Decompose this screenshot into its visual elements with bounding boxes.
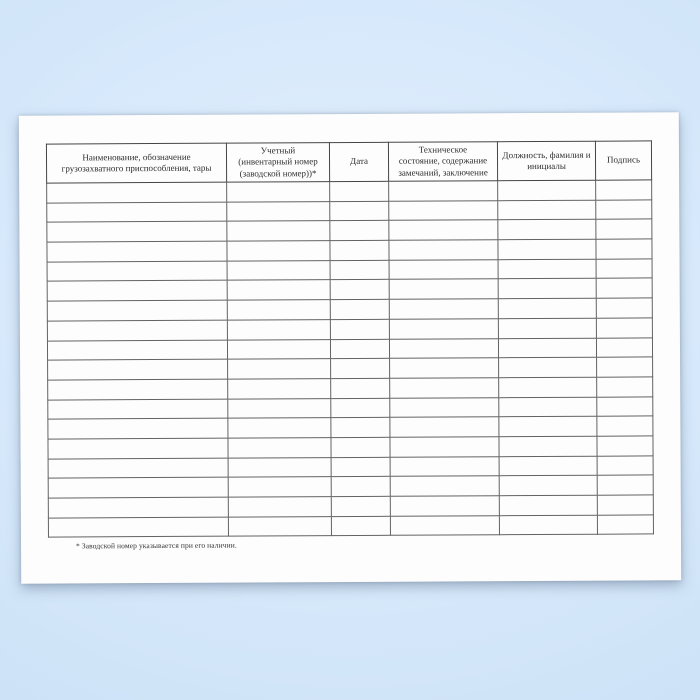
empty-cell <box>597 436 653 456</box>
table-row <box>48 515 653 538</box>
empty-cell <box>597 396 653 416</box>
empty-cell <box>498 259 596 279</box>
header-row <box>46 141 651 183</box>
empty-cell <box>389 181 498 201</box>
empty-cell <box>597 475 653 495</box>
empty-cell <box>48 438 228 459</box>
empty-cell <box>47 320 227 341</box>
empty-cell <box>596 337 652 357</box>
empty-cell <box>48 458 228 479</box>
empty-cell <box>390 397 499 417</box>
empty-cell <box>227 319 330 339</box>
empty-cell <box>228 418 331 438</box>
table-header <box>46 141 651 183</box>
empty-cell <box>47 202 227 223</box>
empty-cell <box>331 496 390 516</box>
empty-cell <box>390 476 499 496</box>
empty-cell <box>330 240 389 260</box>
empty-cell <box>331 477 390 497</box>
footnote: * Заводской номер указывается при его наличии. <box>76 540 237 551</box>
empty-cell <box>227 221 330 241</box>
empty-cell <box>597 495 653 515</box>
empty-cell <box>596 259 652 279</box>
empty-cell <box>331 418 390 438</box>
empty-cell <box>47 281 227 302</box>
empty-cell <box>228 497 331 517</box>
empty-cell <box>330 260 389 280</box>
empty-cell <box>48 517 228 538</box>
empty-cell <box>330 181 389 201</box>
empty-cell <box>389 220 498 240</box>
empty-cell <box>596 278 652 298</box>
empty-cell <box>228 398 331 418</box>
empty-cell <box>499 397 597 417</box>
empty-cell <box>47 340 227 361</box>
empty-cell <box>330 319 389 339</box>
empty-cell <box>596 298 652 318</box>
empty-cell <box>596 219 652 239</box>
empty-cell <box>48 477 228 498</box>
empty-cell <box>47 182 227 203</box>
empty-cell <box>47 261 227 282</box>
column-header-technical-condition: Техническое состояние, содержание замечаний, заключение <box>388 142 497 182</box>
empty-cell <box>389 240 498 260</box>
empty-cell <box>390 378 499 398</box>
empty-cell <box>228 457 331 477</box>
empty-cell <box>390 515 499 535</box>
empty-cell <box>48 497 228 518</box>
empty-cell <box>227 280 330 300</box>
empty-cell <box>499 436 597 456</box>
document-page <box>19 112 681 583</box>
empty-cell <box>330 201 389 221</box>
empty-cell <box>330 221 389 241</box>
empty-cell <box>498 318 596 338</box>
empty-cell <box>227 182 330 202</box>
empty-cell <box>330 280 389 300</box>
empty-cell <box>498 298 596 318</box>
empty-cell <box>596 318 652 338</box>
empty-cell <box>389 319 498 339</box>
journal-table <box>46 140 654 538</box>
empty-cell <box>47 241 227 262</box>
empty-cell <box>47 222 227 243</box>
empty-cell <box>389 338 498 358</box>
empty-cell <box>389 200 498 220</box>
empty-cell <box>498 338 596 358</box>
empty-cell <box>227 339 330 359</box>
empty-cell <box>499 377 597 397</box>
empty-cell <box>597 416 653 436</box>
empty-cell <box>389 299 498 319</box>
empty-cell <box>596 239 652 259</box>
empty-cell <box>228 477 331 497</box>
empty-cell <box>597 515 653 535</box>
empty-cell <box>389 259 498 279</box>
empty-cell <box>596 200 652 220</box>
table-body <box>47 180 654 538</box>
empty-cell <box>498 220 596 240</box>
empty-cell <box>227 241 330 261</box>
empty-cell <box>331 358 390 378</box>
empty-cell <box>498 200 596 220</box>
empty-cell <box>48 359 228 380</box>
empty-cell <box>330 299 389 319</box>
empty-cell <box>331 378 390 398</box>
empty-cell <box>228 378 331 398</box>
empty-cell <box>228 359 331 379</box>
empty-cell <box>596 180 652 200</box>
empty-cell <box>228 438 331 458</box>
empty-cell <box>498 279 596 299</box>
empty-cell <box>390 417 499 437</box>
empty-cell <box>48 399 228 420</box>
empty-cell <box>227 201 330 221</box>
empty-cell <box>499 416 597 436</box>
empty-cell <box>331 437 390 457</box>
empty-cell <box>331 516 390 536</box>
empty-cell <box>47 300 227 321</box>
empty-cell <box>227 260 330 280</box>
empty-cell <box>331 398 390 418</box>
empty-cell <box>499 476 597 496</box>
empty-cell <box>331 457 390 477</box>
empty-cell <box>390 358 499 378</box>
empty-cell <box>499 456 597 476</box>
empty-cell <box>330 339 389 359</box>
column-header-signature: Подпись <box>595 141 651 180</box>
empty-cell <box>499 495 597 515</box>
empty-cell <box>597 456 653 476</box>
column-header-name: Наименование, обозначение грузозахватного приспособления, тары <box>46 143 226 183</box>
empty-cell <box>390 496 499 516</box>
empty-cell <box>597 377 653 397</box>
column-header-date: Дата <box>329 142 388 181</box>
empty-cell <box>48 379 228 400</box>
empty-cell <box>499 515 597 535</box>
empty-cell <box>597 357 653 377</box>
column-header-position-name: Должность, фамилия и инициалы <box>497 141 595 181</box>
empty-cell <box>499 357 597 377</box>
empty-cell <box>498 239 596 259</box>
empty-cell <box>498 180 596 200</box>
empty-cell <box>48 418 228 439</box>
empty-cell <box>390 437 499 457</box>
column-header-account-number: Учетный (инвентарный номер (заводской номер))* <box>226 143 329 183</box>
empty-cell <box>227 300 330 320</box>
empty-cell <box>390 456 499 476</box>
empty-cell <box>389 279 498 299</box>
empty-cell <box>228 516 331 536</box>
